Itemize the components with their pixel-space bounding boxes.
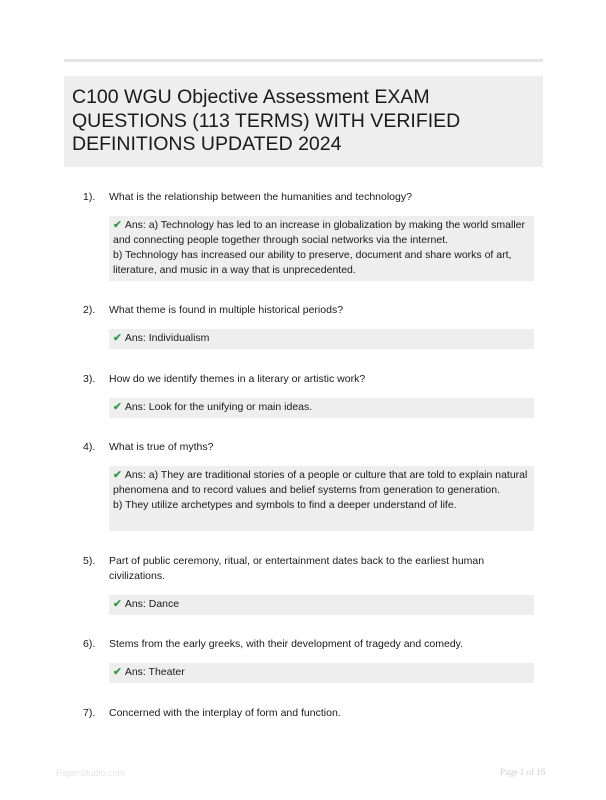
- check-icon: ✔: [113, 219, 122, 231]
- check-icon: ✔: [113, 469, 122, 481]
- check-icon: ✔: [113, 401, 122, 413]
- question-text: Part of public ceremony, ritual, or entertainment dates back to the earliest human civilizations.: [109, 555, 485, 582]
- check-icon: ✔: [113, 332, 122, 344]
- answer-box: [109, 663, 534, 683]
- question-text: Concerned with the interplay of form and function.: [109, 707, 341, 719]
- question-number: 7).: [83, 707, 96, 719]
- check-icon: ✔: [113, 666, 122, 678]
- answer-box: [109, 595, 534, 615]
- question-text: What is the relationship between the humanities and technology?: [109, 191, 412, 203]
- answer-box: [109, 329, 534, 349]
- question-number: 3).: [83, 373, 96, 385]
- question-text: What is true of myths?: [109, 441, 214, 453]
- check-icon: ✔: [113, 598, 122, 610]
- question-text: How do we identify themes in a literary or artistic work?: [109, 373, 366, 385]
- question-text: Stems from the early greeks, with their development of tragedy and comedy.: [109, 638, 464, 650]
- answer-box: [109, 466, 534, 531]
- document-title: C100 WGU Objective Assessment EXAM QUESTIONS (113 TERMS) WITH VERIFIED DEFINITIONS UPDATED 2024: [72, 86, 461, 155]
- question-number: 6).: [83, 638, 96, 650]
- answer-box: [109, 398, 534, 418]
- question-number: 4).: [83, 441, 96, 453]
- question-number: 1).: [83, 191, 96, 203]
- answer-text: Ans: a) They are traditional stories of a people or culture that are told to explain natural phenomena and to record values and belief systems from generation to generation. b) They utilize archetypes and symbols to find a deeper understand of life.: [113, 469, 528, 511]
- page-number: Page 1 of 16: [500, 767, 546, 777]
- answer-box: [109, 216, 534, 281]
- answer-text: Ans: Theater: [124, 666, 185, 678]
- answer-text: Ans: Dance: [124, 598, 180, 610]
- footer-watermark: PaperStudio.com: [56, 768, 126, 778]
- answer-text: Ans: Individualism: [124, 332, 210, 344]
- answer-text: Ans: Look for the unifying or main ideas.: [124, 401, 313, 413]
- question-text: What theme is found in multiple historical periods?: [109, 304, 344, 316]
- answer-text: Ans: a) Technology has led to an increase in globalization by making the world smaller and connecting people together through social networks via the internet. b) Technology has increased our ability to preserve, document and share works of art, literature, and music in a way that is unprecedented.: [113, 219, 526, 276]
- top-divider: [64, 59, 543, 62]
- question-number: 2).: [83, 304, 96, 316]
- title-box: [64, 76, 543, 167]
- question-number: 5).: [83, 555, 96, 567]
